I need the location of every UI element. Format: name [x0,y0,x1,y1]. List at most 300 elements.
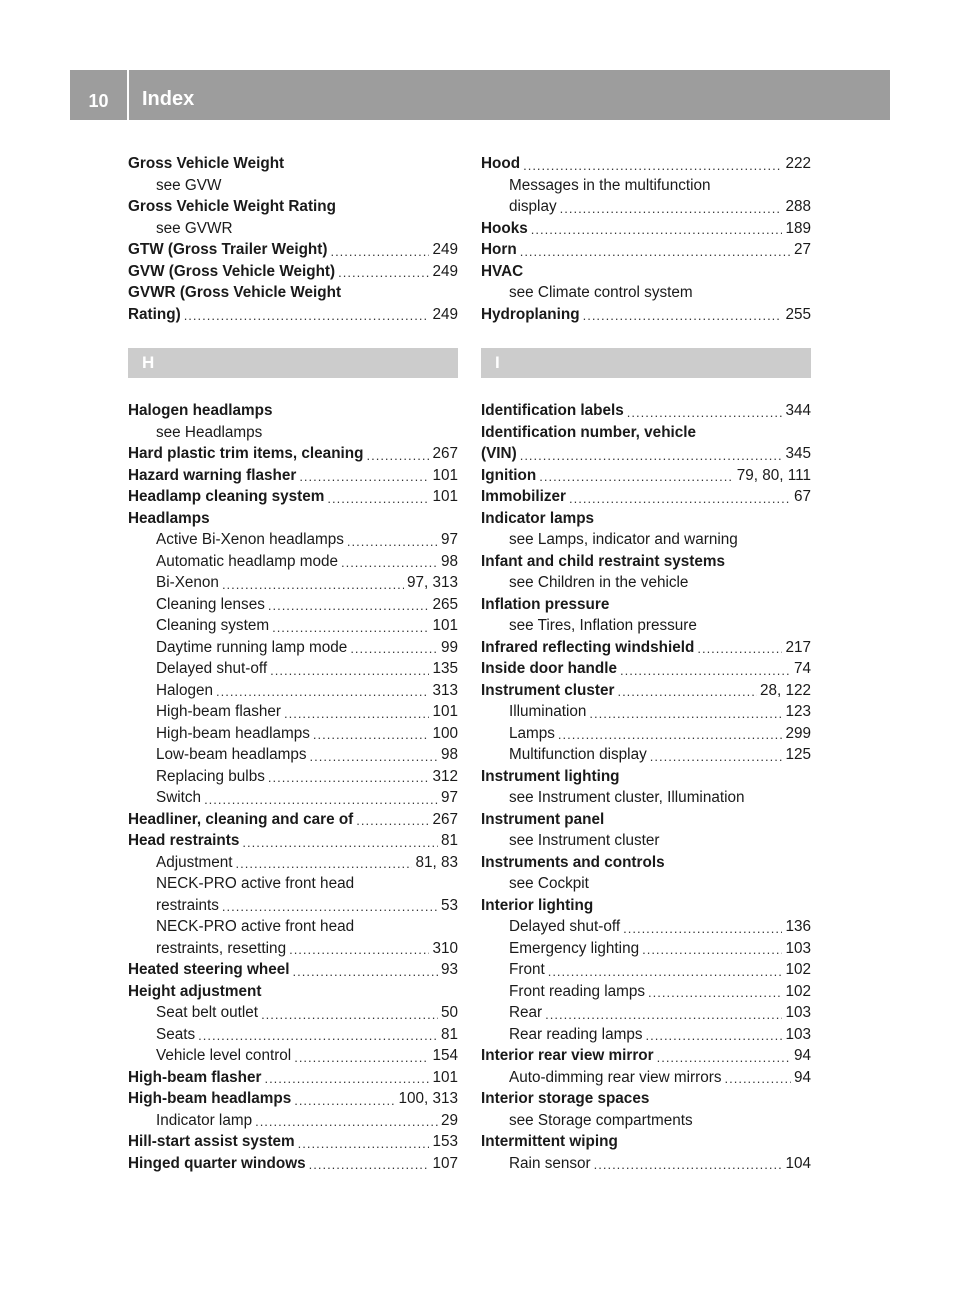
index-entry [481,304,811,326]
dot-leader [184,307,430,325]
entry-page-ref: 101 [432,617,458,634]
index-entry [128,594,458,616]
entry-page-ref: 102 [785,982,811,1000]
index-entry [128,261,458,283]
index-entry [128,529,458,551]
entry-page-ref: 101 [432,703,458,720]
dot-leader [347,533,438,551]
entry-page-ref: 74 [793,660,811,677]
entry-label: see Storage compartments [509,1111,693,1129]
entry-label: Rear reading lamps [509,1025,643,1043]
entry-label: Messages in the multifunction [509,176,711,194]
entry-label: Hard plastic trim items, cleaning [128,445,364,462]
index-entry [128,1088,458,1110]
entry-label: Bi-Xenon [156,574,219,591]
dot-leader [650,748,783,766]
entry-page-ref: 27 [793,241,811,258]
index-entry [481,465,811,487]
dot-leader [222,576,404,594]
entry-label: Delayed shut-off [156,660,268,677]
entry-label: Headliner, cleaning and care of [128,810,354,828]
index-entry [481,594,811,616]
entry-label: Instrument cluster [481,681,615,699]
index-entry [128,1067,458,1089]
dot-leader [548,963,783,981]
entry-label: High-beam flasher [128,1068,262,1086]
dot-leader [523,157,782,175]
dot-leader [583,307,783,325]
index-entry [128,282,458,304]
index-entry [128,895,458,917]
index-entry [481,508,811,530]
dot-leader [327,490,429,508]
entry-page-ref: 135 [432,660,458,677]
entry-label: Head restraints [128,832,240,849]
index-entry [128,196,458,218]
index-entry [481,486,811,508]
entry-page-ref: 102 [785,961,811,978]
index-entry [481,830,811,852]
dot-leader [236,855,413,873]
index-entry [128,304,458,326]
section-header-h: H [128,348,458,378]
index-entry [128,551,458,573]
entry-page-ref: 81, 83 [415,853,458,871]
index-entry [481,637,811,659]
index-entry [481,1110,811,1132]
index-entry [128,1024,458,1046]
entry-page-ref: 94 [793,1068,811,1086]
entry-label: Automatic headlamp mode [156,552,338,570]
entry-page-ref: 28, 122 [759,681,811,699]
entry-page-ref: 79, 80, 111 [736,466,811,484]
entry-label: Hinged quarter windows [128,1154,306,1172]
entry-page-ref: 312 [432,767,458,785]
index-entry [481,809,811,831]
entry-page-ref: 153 [432,1133,458,1150]
entry-label: High-beam headlamps [156,724,310,742]
index-entry [128,787,458,809]
entry-page-ref: 97 [440,789,458,806]
entry-label: Hill-start assist system [128,1133,295,1150]
entry-label: display [509,198,557,215]
entry-page-ref: 310 [432,939,458,957]
entry-label: Front reading lamps [509,982,646,1000]
entry-label: see Cockpit [509,875,589,892]
entry-label: Front [509,961,545,978]
entry-label: Hood [481,155,521,172]
entry-label: GVWR (Gross Vehicle Weight [128,284,342,301]
entry-page-ref: 217 [785,638,811,656]
index-entry [481,680,811,702]
entry-page-ref: 288 [785,198,811,215]
index-entry [128,153,458,175]
entry-page-ref: 299 [785,724,811,742]
entry-label: restraints, resetting [156,939,287,957]
entry-label: see Headlamps [156,423,263,441]
dot-leader [272,619,429,637]
index-entry [481,572,811,594]
index-entry [481,175,811,197]
entry-label: Adjustment [156,853,233,871]
dot-leader [520,243,791,261]
entry-label: Lamps [509,724,555,742]
index-entry [481,239,811,261]
dot-leader [350,640,438,658]
entry-label: Active Bi-Xenon headlamps [156,531,344,548]
entry-label: see Tires, Inflation pressure [509,617,697,634]
header-divider [127,70,129,120]
index-entry [128,916,458,938]
entry-page-ref: 249 [432,305,458,323]
dot-leader [222,898,438,916]
dot-leader [642,941,782,959]
entry-label: see Climate control system [509,284,693,301]
entry-label: Hazard warning flasher [128,466,297,484]
entry-label: Hooks [481,219,528,237]
entry-label: Headlamps [128,509,210,527]
index-entry [128,239,458,261]
index-entry [481,1153,811,1175]
dot-leader [620,662,791,680]
entry-page-ref: 98 [440,552,458,570]
dot-leader [284,705,429,723]
entry-page-ref: 104 [785,1154,811,1172]
entry-label: Interior storage spaces [481,1090,650,1107]
dot-leader [356,812,429,830]
index-entry [128,1045,458,1067]
index-entry [128,830,458,852]
entry-page-ref: 107 [432,1154,458,1172]
entry-page-ref: 222 [785,155,811,172]
index-entry [481,1067,811,1089]
entry-label: Instrument lighting [481,767,620,785]
entry-label: Halogen headlamps [128,402,273,419]
entry-page-ref: 255 [785,305,811,323]
entry-label: Indicator lamp [156,1111,253,1129]
dot-leader [648,984,782,1002]
entry-label: Intermittent wiping [481,1133,618,1150]
index-entry [481,422,811,444]
dot-leader [338,264,429,282]
index-entry [481,1045,811,1067]
index-entry [128,615,458,637]
dot-leader [341,554,438,572]
entry-page-ref: 154 [432,1047,458,1064]
index-entry [481,981,811,1003]
entry-label: Interior rear view mirror [481,1047,654,1064]
index-entry [128,959,458,981]
index-entry [128,938,458,960]
index-entry [481,916,811,938]
index-entry [481,1088,811,1110]
dot-leader [617,683,757,701]
entry-page-ref: 93 [440,961,458,978]
entry-page-ref: 125 [785,746,811,763]
section-header-i: I [481,348,811,378]
entry-page-ref: 100 [432,724,458,742]
entry-label: Inside door handle [481,660,617,677]
index-entry [481,701,811,723]
entry-page-ref: 313 [432,681,458,699]
dot-leader [520,447,783,465]
index-entry [481,282,811,304]
dot-leader [264,1070,429,1088]
entry-label: see Lamps, indicator and warning [509,531,738,548]
dot-leader [198,1027,438,1045]
entry-page-ref: 53 [440,896,458,914]
entry-label: Emergency lighting [509,939,640,957]
index-entry [481,959,811,981]
index-entry [128,443,458,465]
index-entry [481,658,811,680]
dot-leader [261,1006,438,1024]
entry-label: Horn [481,241,517,258]
index-entry [481,744,811,766]
entry-label: High-beam headlamps [128,1090,292,1107]
entry-page-ref: 99 [440,638,458,656]
dot-leader [366,447,429,465]
dot-leader [531,221,783,239]
entry-label: Infrared reflecting windshield [481,638,695,656]
entry-label: Rear [509,1004,543,1021]
index-entry [481,938,811,960]
entry-label: Immobilizer [481,488,566,505]
index-entry [481,723,811,745]
index-entry [128,744,458,766]
entry-label: Headlamp cleaning system [128,488,325,505]
entry-page-ref: 67 [793,488,811,505]
dot-leader [594,1156,783,1174]
entry-page-ref: 265 [432,595,458,613]
dot-leader [627,404,783,422]
entry-page-ref: 249 [432,241,458,258]
entry-label: Interior lighting [481,896,594,914]
dot-leader [270,662,429,680]
entry-label: Ignition [481,466,537,484]
dot-leader [545,1006,782,1024]
entry-list-bottom [128,400,458,1174]
index-entry [481,196,811,218]
entry-page-ref: 100, 313 [398,1090,458,1107]
index-entry [481,1002,811,1024]
entry-page-ref: 345 [785,445,811,462]
entry-label: Instrument panel [481,810,605,828]
entry-label: Inflation pressure [481,595,610,613]
entry-label: Gross Vehicle Weight [128,155,285,172]
dot-leader [216,683,429,701]
entry-label: see Instrument cluster, Illumination [509,789,745,806]
index-entry [128,400,458,422]
page-title: Index [142,88,195,110]
index-entry [481,529,811,551]
index-entry [128,680,458,702]
entry-page-ref: 50 [440,1004,458,1021]
entry-page-ref: 81 [440,832,458,849]
dot-leader [255,1113,438,1131]
dot-leader [725,1070,791,1088]
index-entry [481,615,811,637]
entry-page-ref: 123 [785,703,811,720]
index-entry [128,809,458,831]
entry-label: see GVW [156,176,222,194]
entry-label: Cleaning system [156,617,270,634]
index-entry [481,218,811,240]
entry-page-ref: 103 [785,1004,811,1021]
dot-leader [569,490,791,508]
entry-label: Switch [156,789,202,806]
index-entry [128,852,458,874]
entry-page-ref: 97, 313 [406,574,458,591]
entry-label: Gross Vehicle Weight Rating [128,198,336,215]
index-entry [481,852,811,874]
dot-leader [293,963,438,981]
dot-leader [289,941,429,959]
dot-leader [242,834,438,852]
index-entry [481,551,811,573]
entry-page-ref: 101 [432,488,458,505]
entry-label: Height adjustment [128,982,262,1000]
entry-page-ref: 249 [432,262,458,280]
index-entry [481,766,811,788]
dot-leader [313,726,430,744]
dot-leader [268,769,430,787]
page-header [70,70,890,120]
entry-list-bottom [481,400,811,1174]
index-entry [128,508,458,530]
entry-page-ref: 29 [440,1111,458,1129]
entry-label: Identification labels [481,402,624,419]
dot-leader [310,748,438,766]
entry-label: see Instrument cluster [509,832,660,849]
dot-leader [589,705,782,723]
entry-label: Halogen [156,681,213,699]
index-entry [128,637,458,659]
entry-label: Illumination [509,703,587,720]
entry-label: see GVWR [156,219,233,237]
dot-leader [560,200,783,218]
entry-page-ref: 97 [440,531,458,548]
entry-label: Daytime running lamp mode [156,638,348,656]
entry-page-ref: 94 [793,1047,811,1064]
index-entry [481,443,811,465]
entry-label: NECK-PRO active front head [156,875,355,892]
index-entry [128,1131,458,1153]
entry-label: Identification number, vehicle [481,423,697,441]
index-entry [481,895,811,917]
entry-label: Indicator lamps [481,509,595,527]
dot-leader [330,243,429,261]
entry-label: Instruments and controls [481,853,665,871]
entry-label: Multifunction display [509,746,647,763]
dot-leader [623,920,782,938]
index-entry [481,787,811,809]
dot-leader [558,726,783,744]
index-entry [128,465,458,487]
entry-page-ref: 103 [785,1025,811,1043]
entry-label: see Children in the vehicle [509,574,689,591]
entry-label: Infant and child restraint systems [481,552,725,570]
index-entry [128,572,458,594]
index-entry [481,153,811,175]
index-entry [128,1110,458,1132]
index-entry [128,486,458,508]
dot-leader [294,1092,395,1110]
dot-leader [657,1049,791,1067]
dot-leader [298,1135,430,1153]
index-entry [128,218,458,240]
index-entry [481,873,811,895]
entry-label: GVW (Gross Vehicle Weight) [128,262,336,280]
index-entry [481,1024,811,1046]
index-entry [128,1153,458,1175]
index-entry [128,723,458,745]
entry-label: Seat belt outlet [156,1004,259,1021]
entry-label: GTW (Gross Trailer Weight) [128,241,328,258]
dot-leader [204,791,438,809]
entry-page-ref: 103 [785,939,811,957]
entry-page-ref: 189 [785,219,811,237]
index-column-right [481,153,811,1174]
entry-label: Hydroplaning [481,305,580,323]
entry-label: restraints [156,896,219,914]
entry-label: Seats [156,1025,196,1043]
entry-page-ref: 101 [432,466,458,484]
index-entry [128,175,458,197]
index-entry [128,701,458,723]
entry-page-ref: 101 [432,1068,458,1086]
dot-leader [309,1156,430,1174]
entry-page-ref: 98 [440,746,458,763]
entry-label: Low-beam headlamps [156,746,307,763]
dot-leader [697,640,782,658]
entry-label: NECK-PRO active front head [156,918,355,935]
entry-page-ref: 136 [785,918,811,935]
index-entry [481,261,811,283]
entry-page-ref: 81 [440,1025,458,1043]
dot-leader [294,1049,429,1067]
dot-leader [268,597,430,615]
index-entry [481,1131,811,1153]
index-entry [128,766,458,788]
index-entry [128,658,458,680]
entry-label: Cleaning lenses [156,595,265,613]
index-entry [128,873,458,895]
dot-leader [539,468,733,486]
entry-label: Auto-dimming rear view mirrors [509,1068,722,1086]
entry-label: Heated steering wheel [128,961,290,978]
index-entry [128,422,458,444]
entry-label: Rating) [128,305,181,323]
entry-label: Vehicle level control [156,1047,292,1064]
entry-label: Rain sensor [509,1154,591,1172]
entry-label: HVAC [481,262,524,280]
entry-page-ref: 267 [432,445,458,462]
entry-label: (VIN) [481,445,517,462]
index-entry [128,1002,458,1024]
dot-leader [299,468,429,486]
entry-label: Delayed shut-off [509,918,621,935]
entry-page-ref: 267 [432,810,458,828]
entry-list-top [128,153,458,325]
entry-label: Replacing bulbs [156,767,265,785]
entry-page-ref: 344 [785,402,811,419]
dot-leader [646,1027,783,1045]
index-column-left [128,153,458,1174]
index-entry [128,981,458,1003]
index-entry [481,400,811,422]
entry-label: High-beam flasher [156,703,281,720]
